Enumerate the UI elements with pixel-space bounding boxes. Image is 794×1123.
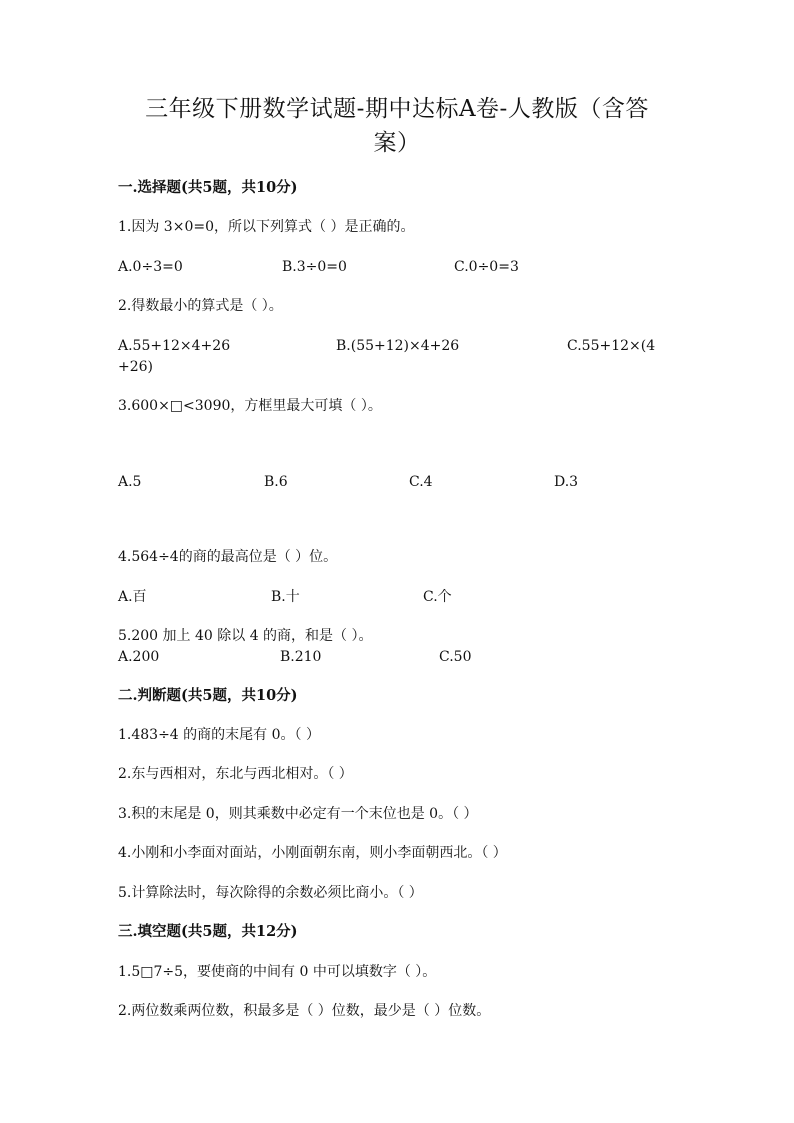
section-heading-judge: 二.判断题(共5题，共10分) — [118, 687, 298, 704]
title-line-1: 三年级下册数学试题-期中达标A卷-人教版（含答 — [145, 96, 649, 122]
fill-item: 1.5□7÷5，要使商的中间有 0 中可以填数字（ ）。 — [118, 964, 437, 980]
option-c: C.55+12×(4 — [567, 338, 656, 354]
option-b: B.(55+12)×4+26 — [336, 338, 460, 354]
judge-item: 1.483÷4 的商的末尾有 0。（ ） — [118, 727, 320, 743]
option-d: D.3 — [554, 474, 579, 490]
section-heading-fill: 三.填空题(共5题，共12分) — [118, 923, 298, 940]
question-stem: 5.200 加上 40 除以 4 的商，和是（ ）。 — [118, 628, 373, 644]
option-a: A.0÷3=0 — [118, 259, 183, 275]
option-c: C.个 — [423, 589, 452, 605]
judge-item: 4.小刚和小李面对面站，小刚面朝东南，则小李面朝西北。（ ） — [118, 845, 507, 861]
question-stem: 3.600×□<3090，方框里最大可填（ ）。 — [118, 398, 382, 414]
judge-item: 2.东与西相对，东北与西北相对。（ ） — [118, 766, 353, 782]
option-a: A.200 — [118, 649, 160, 665]
option-b: B.3÷0=0 — [282, 259, 347, 275]
fill-item: 2.两位数乘两位数，积最多是（ ）位数，最少是（ ）位数。 — [118, 1003, 491, 1019]
option-c: C.0÷0=3 — [454, 259, 519, 275]
page-title — [120, 92, 674, 160]
option-b: B.十 — [271, 589, 300, 605]
option-c: C.50 — [439, 649, 472, 665]
judge-item: 5.计算除法时，每次除得的余数必须比商小。（ ） — [118, 885, 423, 901]
option-c-continuation: +26) — [118, 359, 154, 375]
option-b: B.6 — [264, 474, 288, 490]
option-c: C.4 — [409, 474, 433, 490]
question-stem: 4.564÷4的商的最高位是（ ）位。 — [118, 549, 338, 565]
judge-item: 3.积的末尾是 0，则其乘数中必定有一个末位也是 0。（ ） — [118, 806, 478, 822]
option-a: A.55+12×4+26 — [118, 338, 231, 354]
option-b: B.210 — [280, 649, 322, 665]
section-heading-choice: 一.选择题(共5题，共10分) — [118, 179, 298, 196]
question-stem: 2.得数最小的算式是（ ）。 — [118, 298, 283, 314]
option-a: A.5 — [118, 474, 142, 490]
option-a: A.百 — [118, 589, 147, 605]
title-line-2: 案） — [373, 130, 421, 156]
question-stem: 1.因为 3×0=0，所以下列算式（ ）是正确的。 — [118, 219, 415, 235]
